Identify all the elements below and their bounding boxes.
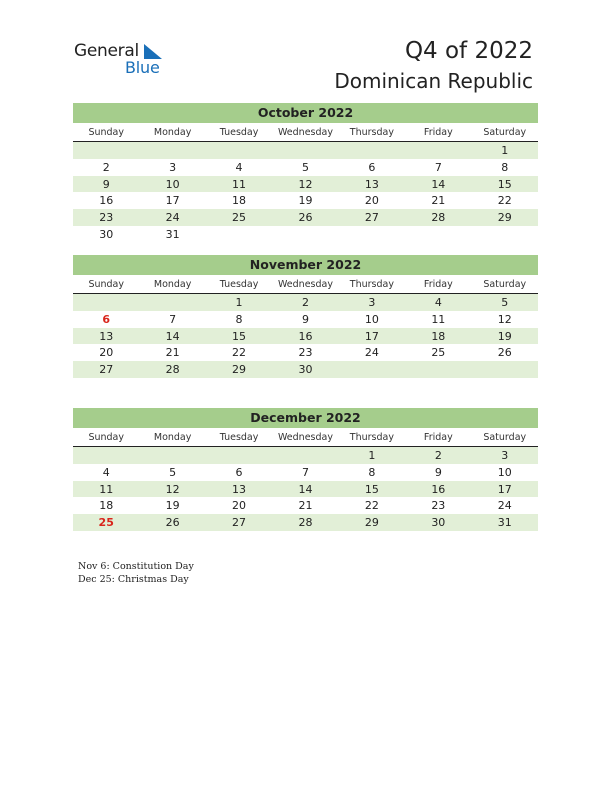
weekday-label: Thursday	[349, 279, 394, 290]
week-row	[73, 176, 538, 193]
day-cell: 15	[497, 177, 512, 191]
day-cell: 2	[102, 160, 110, 174]
day-cell	[73, 447, 139, 464]
day-cell: 11	[232, 177, 247, 191]
day-cell	[139, 294, 205, 311]
day-cell: 8	[368, 465, 376, 479]
day-cell: 1	[235, 296, 243, 309]
day-cell: 28	[298, 516, 313, 530]
day-cell	[339, 142, 405, 159]
day-cell: 27	[232, 516, 247, 530]
weekday-label: Saturday	[483, 127, 527, 138]
week-row	[73, 209, 538, 226]
day-cell: 29	[497, 211, 512, 225]
day-cell: 2	[301, 296, 309, 309]
day-cell: 7	[434, 160, 442, 174]
day-cell: 17	[364, 329, 379, 343]
logo-triangle-icon	[142, 44, 162, 59]
day-cell: 9	[301, 312, 309, 326]
month-calendar	[73, 103, 538, 243]
weekday-label: Friday	[423, 279, 453, 290]
day-cell: 26	[298, 211, 313, 225]
day-cell: 8	[235, 312, 243, 326]
country-name: Dominican Republic	[334, 69, 533, 93]
week-row	[73, 464, 538, 481]
weekday-header-row	[73, 275, 538, 294]
day-cell: 23	[431, 499, 446, 513]
day-cell: 17	[497, 482, 512, 496]
day-cell: 4	[102, 465, 110, 479]
day-cell: 29	[232, 363, 247, 377]
day-cell	[139, 142, 205, 159]
day-cell: 6	[102, 312, 111, 326]
weekday-label: Tuesday	[219, 279, 259, 290]
day-cell	[73, 294, 139, 311]
day-cell: 5	[169, 465, 177, 479]
holiday-note: Nov 6: Constitution Day	[78, 561, 194, 572]
day-cell: 22	[364, 499, 379, 513]
day-cell: 31	[165, 227, 180, 241]
day-cell	[339, 226, 405, 243]
week-row	[73, 481, 538, 498]
page-title: Q4 of 2022	[404, 38, 533, 64]
day-cell: 27	[99, 363, 114, 377]
weekday-label: Tuesday	[219, 127, 259, 138]
day-cell: 26	[497, 346, 512, 360]
day-cell	[472, 226, 538, 243]
day-cell: 19	[497, 329, 512, 343]
day-cell: 4	[235, 160, 243, 174]
month-title: November 2022	[73, 255, 538, 275]
day-cell	[206, 142, 272, 159]
weekday-label: Monday	[153, 127, 192, 138]
weekday-label: Sunday	[88, 432, 124, 443]
logo-text-general: General	[74, 41, 139, 61]
weekday-label: Monday	[153, 279, 192, 290]
day-cell: 17	[165, 194, 180, 208]
day-cell: 1	[368, 449, 376, 462]
weekday-label: Saturday	[483, 279, 527, 290]
weekday-label: Friday	[423, 127, 453, 138]
week-row	[73, 159, 538, 176]
day-cell: 20	[99, 346, 114, 360]
day-cell: 20	[364, 194, 379, 208]
day-cell: 30	[298, 363, 313, 377]
day-cell	[405, 142, 471, 159]
month-title: October 2022	[73, 103, 538, 123]
day-cell	[405, 361, 471, 378]
month-calendar	[73, 408, 538, 531]
logo-text-blue: Blue	[125, 58, 160, 77]
day-cell: 18	[232, 194, 247, 208]
day-cell: 27	[364, 211, 379, 225]
day-cell: 9	[102, 177, 110, 191]
weekday-label: Sunday	[88, 279, 124, 290]
day-cell	[472, 361, 538, 378]
day-cell: 9	[434, 465, 442, 479]
day-cell: 21	[165, 346, 180, 360]
day-cell: 13	[232, 482, 247, 496]
day-cell: 10	[497, 465, 512, 479]
week-row	[73, 328, 538, 345]
week-row	[73, 311, 538, 328]
weekday-label: Thursday	[349, 127, 394, 138]
day-cell	[272, 142, 338, 159]
day-cell: 26	[165, 516, 180, 530]
day-cell: 16	[298, 329, 313, 343]
day-cell: 10	[165, 177, 180, 191]
day-cell	[206, 226, 272, 243]
day-cell: 2	[434, 449, 442, 462]
holiday-notes	[78, 560, 194, 586]
day-cell: 18	[99, 499, 114, 513]
day-cell: 21	[431, 194, 446, 208]
week-row	[73, 514, 538, 531]
week-row	[73, 226, 538, 243]
weekday-header-row	[73, 428, 538, 447]
day-cell: 13	[364, 177, 379, 191]
weekday-label: Monday	[153, 432, 192, 443]
day-cell: 14	[165, 329, 180, 343]
day-cell: 31	[497, 516, 512, 530]
week-row	[73, 142, 538, 159]
week-row	[73, 294, 538, 311]
weekday-header-row	[73, 123, 538, 142]
day-cell	[73, 142, 139, 159]
day-cell: 24	[497, 499, 512, 513]
weekday-label: Saturday	[483, 432, 527, 443]
week-row	[73, 192, 538, 209]
day-cell: 19	[298, 194, 313, 208]
week-row	[73, 344, 538, 361]
day-cell: 14	[431, 177, 446, 191]
day-cell: 16	[99, 194, 114, 208]
day-cell: 4	[434, 296, 442, 309]
day-cell	[272, 447, 338, 464]
day-cell: 20	[232, 499, 247, 513]
day-cell: 3	[169, 160, 177, 174]
month-title: December 2022	[73, 408, 538, 428]
day-cell: 25	[431, 346, 446, 360]
day-cell: 5	[501, 296, 509, 309]
day-cell: 3	[368, 296, 376, 309]
day-cell: 22	[232, 346, 247, 360]
day-cell: 30	[99, 227, 114, 241]
brand-logo	[74, 41, 174, 81]
day-cell: 5	[301, 160, 309, 174]
day-cell: 11	[431, 312, 446, 326]
month-calendar	[73, 255, 538, 378]
day-cell: 23	[99, 211, 114, 225]
weekday-label: Wednesday	[277, 127, 333, 138]
week-row	[73, 361, 538, 378]
day-cell	[139, 447, 205, 464]
day-cell: 21	[298, 499, 313, 513]
day-cell: 30	[431, 516, 446, 530]
day-cell: 25	[98, 516, 114, 530]
weekday-label: Friday	[423, 432, 453, 443]
week-row	[73, 497, 538, 514]
day-cell: 10	[364, 312, 379, 326]
holiday-note: Dec 25: Christmas Day	[78, 574, 189, 585]
day-cell: 16	[431, 482, 446, 496]
weekday-label: Sunday	[88, 127, 124, 138]
day-cell: 12	[497, 312, 512, 326]
day-cell: 8	[501, 160, 509, 174]
day-cell	[339, 361, 405, 378]
day-cell: 7	[169, 312, 177, 326]
weekday-label: Wednesday	[277, 432, 333, 443]
day-cell: 7	[301, 465, 309, 479]
day-cell: 15	[364, 482, 379, 496]
weekday-label: Wednesday	[277, 279, 333, 290]
day-cell: 19	[165, 499, 180, 513]
day-cell	[405, 226, 471, 243]
day-cell: 15	[232, 329, 247, 343]
day-cell: 23	[298, 346, 313, 360]
day-cell: 29	[364, 516, 379, 530]
week-row	[73, 447, 538, 464]
day-cell	[272, 226, 338, 243]
day-cell: 6	[368, 160, 376, 174]
day-cell: 14	[298, 482, 313, 496]
day-cell: 3	[501, 449, 509, 462]
day-cell: 11	[99, 482, 114, 496]
day-cell: 24	[165, 211, 180, 225]
day-cell: 22	[497, 194, 512, 208]
day-cell: 1	[501, 144, 509, 157]
day-cell: 24	[364, 346, 379, 360]
weekday-label: Thursday	[349, 432, 394, 443]
day-cell: 13	[99, 329, 114, 343]
weekday-label: Tuesday	[219, 432, 259, 443]
day-cell: 18	[431, 329, 446, 343]
day-cell: 28	[165, 363, 180, 377]
day-cell: 12	[165, 482, 180, 496]
day-cell: 12	[298, 177, 313, 191]
day-cell: 28	[431, 211, 446, 225]
day-cell	[206, 447, 272, 464]
day-cell: 25	[232, 211, 247, 225]
day-cell: 6	[235, 465, 243, 479]
